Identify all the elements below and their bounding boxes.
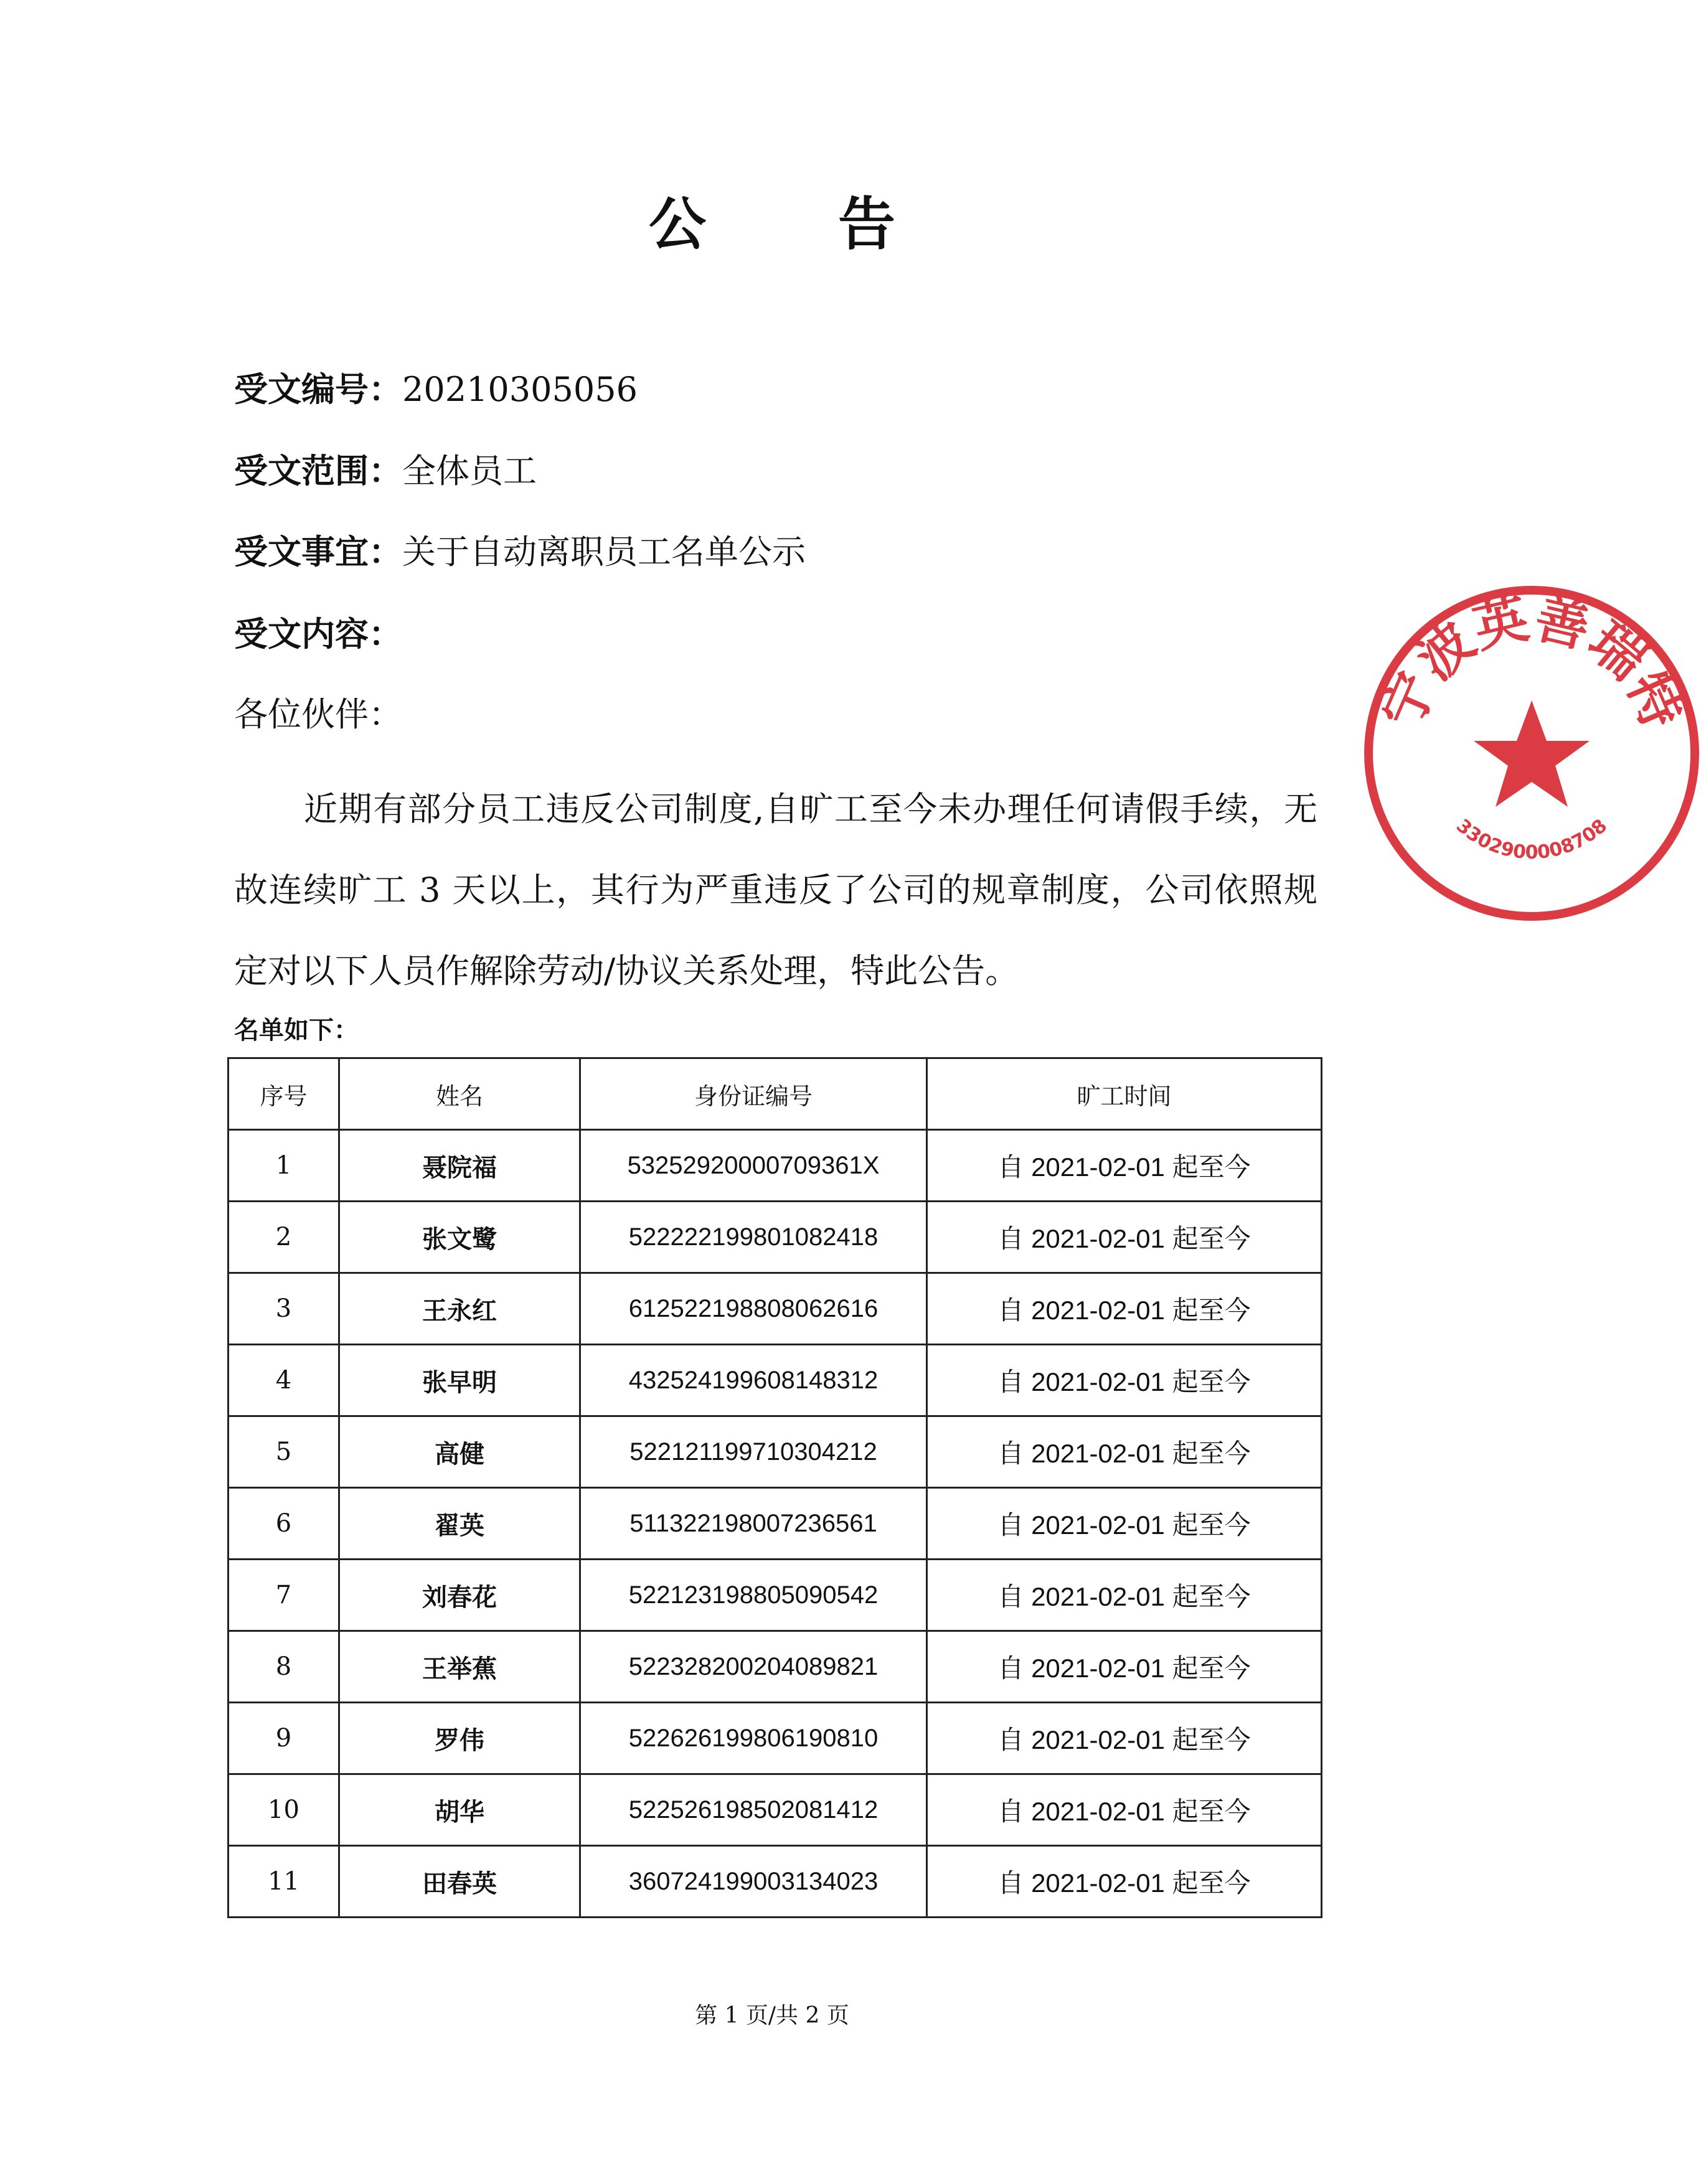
- row-index: 10: [229, 1774, 339, 1846]
- id-number: 522328200204089821: [580, 1631, 927, 1703]
- row-index: 3: [229, 1273, 339, 1345]
- employee-name: 刘春花: [339, 1560, 580, 1631]
- seal-company-name: 宁波英善瑞特: [1370, 587, 1694, 738]
- list-label: 名单如下：: [234, 1015, 359, 1045]
- absence-period: 自 2021-02-01 起至今: [927, 1345, 1322, 1416]
- field-label: 受文编号：: [234, 369, 402, 409]
- absence-period: 自 2021-02-01 起至今: [927, 1202, 1322, 1273]
- id-number: 612522198808062616: [580, 1273, 927, 1345]
- absence-period: 自 2021-02-01 起至今: [927, 1130, 1322, 1202]
- field-value: 关于自动离职员工名单公示: [402, 532, 806, 572]
- field-scope: [234, 446, 537, 496]
- field-content: [234, 609, 402, 659]
- absence-period: 自 2021-02-01 起至今: [927, 1774, 1322, 1846]
- table-row: [229, 1774, 1322, 1846]
- field-value: 20210305056: [402, 370, 638, 409]
- field-doc-number: [234, 364, 638, 415]
- id-number: 522526198502081412: [580, 1774, 927, 1846]
- employee-name: 张文鹭: [339, 1202, 580, 1273]
- table-row: [229, 1416, 1322, 1488]
- id-number: 522626199806190810: [580, 1703, 927, 1774]
- absence-period: 自 2021-02-01 起至今: [927, 1846, 1322, 1918]
- absence-period: 自 2021-02-01 起至今: [927, 1488, 1322, 1560]
- document-title: 公 告: [648, 191, 952, 258]
- absence-period: 自 2021-02-01 起至今: [927, 1560, 1322, 1631]
- absence-period: 自 2021-02-01 起至今: [927, 1416, 1322, 1488]
- table-row: [229, 1560, 1322, 1631]
- employee-name: 聂院福: [339, 1130, 580, 1202]
- employee-name: 胡华: [339, 1774, 580, 1846]
- employee-name: 王举蕉: [339, 1631, 580, 1703]
- absence-period: 自 2021-02-01 起至今: [927, 1273, 1322, 1345]
- id-number: 522222199801082418: [580, 1202, 927, 1273]
- field-label: 受文内容：: [234, 614, 402, 654]
- employee-name: 王永红: [339, 1273, 580, 1345]
- row-index: 11: [229, 1846, 339, 1918]
- greeting: 各位伙伴：: [234, 695, 402, 734]
- table-row: [229, 1703, 1322, 1774]
- header-index: 序号: [229, 1058, 339, 1130]
- table-row: [229, 1488, 1322, 1560]
- row-index: 6: [229, 1488, 339, 1560]
- table-row: [229, 1846, 1322, 1918]
- id-number: 53252920000709361X: [580, 1130, 927, 1202]
- id-number: 511322198007236561: [580, 1488, 927, 1560]
- table-row: [229, 1130, 1322, 1202]
- company-seal: [1357, 579, 1706, 928]
- field-label: 受文范围：: [234, 451, 402, 491]
- employee-name: 翟英: [339, 1488, 580, 1560]
- field-subject: [234, 527, 806, 577]
- row-index: 4: [229, 1345, 339, 1416]
- id-number: 522121199710304212: [580, 1416, 927, 1488]
- employee-name: 高健: [339, 1416, 580, 1488]
- row-index: 5: [229, 1416, 339, 1488]
- seal-star-icon: [1474, 700, 1590, 807]
- id-number: 522123198805090542: [580, 1560, 927, 1631]
- page-footer: 第 1 页/共 2 页: [695, 2003, 849, 2028]
- table-row: [229, 1202, 1322, 1273]
- table-row: [229, 1273, 1322, 1345]
- employee-name: 张早明: [339, 1345, 580, 1416]
- header-id-number: 身份证编号: [580, 1058, 927, 1130]
- absence-period: 自 2021-02-01 起至今: [927, 1703, 1322, 1774]
- row-index: 2: [229, 1202, 339, 1273]
- body-paragraph: 近期有部分员工违反公司制度,自旷工至今未办理任何请假手续，无故连续旷工 3 天以上，其行为严重违反了公司的规章制度，公司依照规定对以下人员作解除劳动/协议关系处理，特此公告。: [234, 789, 1317, 991]
- row-index: 1: [229, 1130, 339, 1202]
- field-value: 全体员工: [402, 451, 537, 491]
- table-header-row: [229, 1058, 1322, 1130]
- header-name: 姓名: [339, 1058, 580, 1130]
- employee-name: 田春英: [339, 1846, 580, 1918]
- id-number: 360724199003134023: [580, 1846, 927, 1918]
- id-number: 432524199608148312: [580, 1345, 927, 1416]
- employee-table: [227, 1057, 1322, 1918]
- row-index: 9: [229, 1703, 339, 1774]
- table-row: [229, 1345, 1322, 1416]
- absence-period: 自 2021-02-01 起至今: [927, 1631, 1322, 1703]
- row-index: 7: [229, 1560, 339, 1631]
- header-absence-period: 旷工时间: [927, 1058, 1322, 1130]
- field-label: 受文事宜：: [234, 532, 402, 572]
- employee-name: 罗伟: [339, 1703, 580, 1774]
- seal-number: 3302900008708: [1451, 814, 1612, 864]
- table-row: [229, 1631, 1322, 1703]
- row-index: 8: [229, 1631, 339, 1703]
- table-body: [229, 1130, 1322, 1918]
